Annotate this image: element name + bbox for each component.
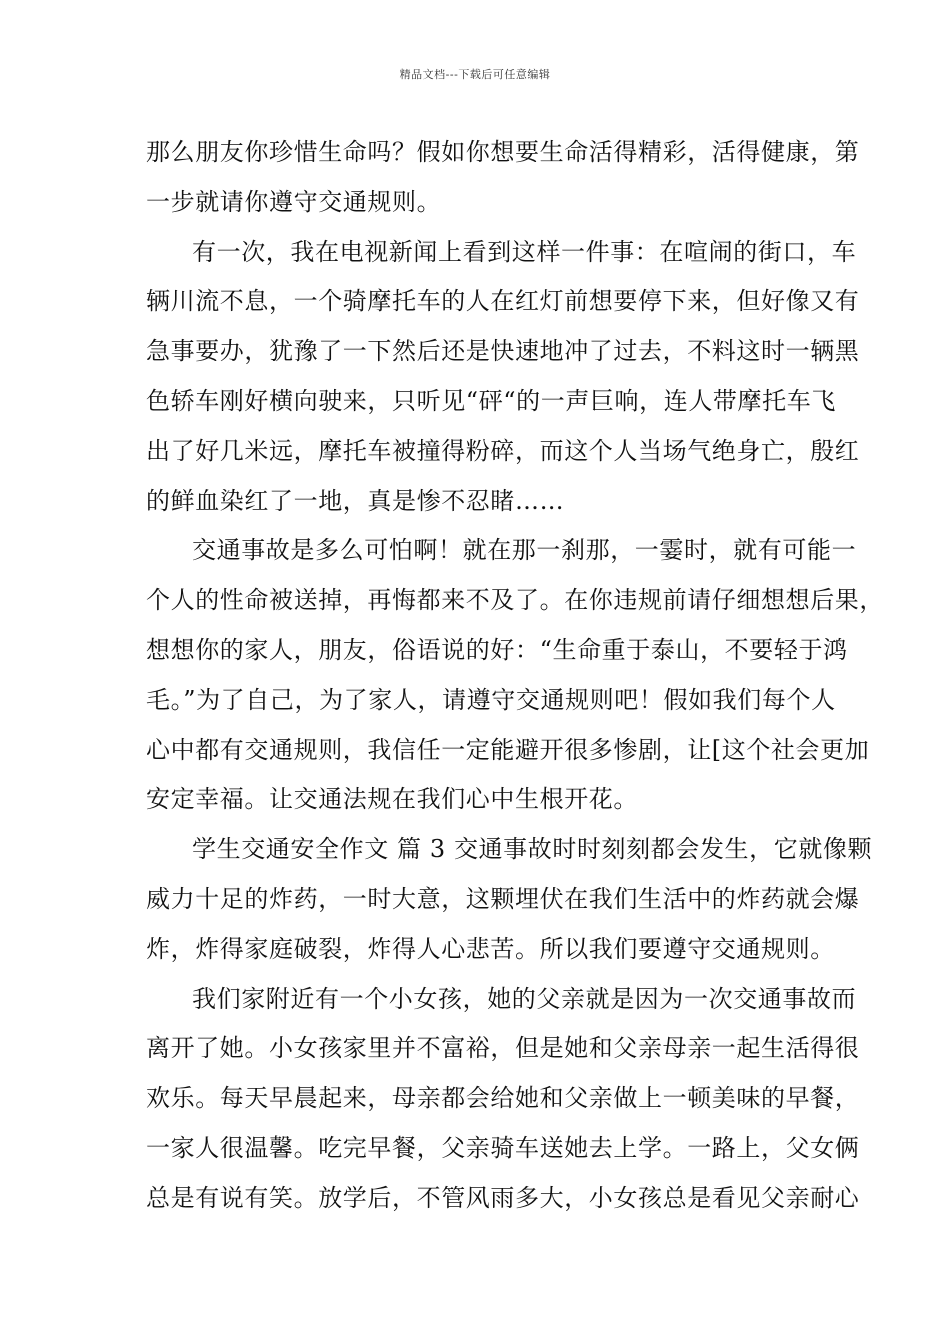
text-line: 有一次，我在电视新闻上看到这样一件事：在喧闹的街口，车 bbox=[192, 237, 857, 266]
text-line: 离开了她。小女孩家里并不富裕，但是她和父亲母亲一起生活得很 bbox=[146, 1034, 860, 1063]
paragraph bbox=[146, 128, 860, 228]
text-line: 炸，炸得家庭破裂，炸得人心悲苦。所以我们要遵守交通规则。 bbox=[146, 934, 835, 963]
text-line: 那么朋友你珍惜生命吗？假如你想要生命活得精彩，活得健康，第 bbox=[146, 138, 860, 166]
text-line: 欢乐。每天早晨起来，母亲都会给她和父亲做上一顿美味的早餐， bbox=[146, 1084, 860, 1113]
document-body bbox=[146, 128, 884, 1224]
paragraph bbox=[146, 228, 860, 527]
text-line: 想想你的家人，朋友，俗语说的好：“生命重于泰山，不要轻于鸿 bbox=[146, 635, 848, 664]
text-line: 交通事故是多么可怕啊！就在那一刹那，一霎时，就有可能一 bbox=[192, 536, 857, 565]
text-line: 总是有说有笑。放学后，不管风雨多大，小女孩总是看见父亲耐心 bbox=[146, 1183, 860, 1212]
text-line: 安定幸福。让交通法规在我们心中生根开花。 bbox=[146, 785, 638, 814]
text-line: 出了好几米远，摩托车被撞得粉碎，而这个人当场气绝身亡，殷红 bbox=[146, 436, 860, 465]
text-line: 学生交通安全作文 篇 3 交通事故时时刻刻都会发生，它就像颗 bbox=[192, 835, 873, 864]
text-line: 急事要办，犹豫了一下然后还是快速地冲了过去，不料这时一辆黑 bbox=[146, 337, 860, 366]
text-line: 的鲜血染红了一地，真是惨不忍睹…… bbox=[146, 486, 565, 515]
paragraph bbox=[146, 526, 884, 825]
text-line: 毛。”为了自己，为了家人，请遵守交通规则吧！假如我们每个人 bbox=[146, 685, 836, 714]
text-line: 个人的性命被送掉，再悔都来不及了。在你违规前请仔细想想后果， bbox=[146, 586, 884, 615]
paragraph bbox=[146, 825, 873, 974]
paragraph bbox=[146, 975, 860, 1224]
text-line: 心中都有交通规则，我信任一定能避开很多惨剧，让[这个社会更加 bbox=[146, 735, 870, 764]
text-line: 一家人很温馨。吃完早餐，父亲骑车送她去上学。一路上，父女俩 bbox=[146, 1133, 860, 1162]
text-line: 我们家附近有一个小女孩，她的父亲就是因为一次交通事故而 bbox=[192, 984, 857, 1013]
text-line: 一步就请你遵守交通规则。 bbox=[146, 187, 442, 216]
text-line: 辆川流不息，一个骑摩托车的人在红灯前想要停下来，但好像又有 bbox=[146, 287, 860, 316]
page-header: 精品文档---下载后可任意编辑 bbox=[399, 68, 551, 81]
text-line: 威力十足的炸药，一时大意，这颗埋伏在我们生活中的炸药就会爆 bbox=[146, 884, 860, 913]
text-line: 色轿车刚好横向驶来，只听见“砰“的一声巨响，连人带摩托车飞 bbox=[146, 386, 836, 415]
